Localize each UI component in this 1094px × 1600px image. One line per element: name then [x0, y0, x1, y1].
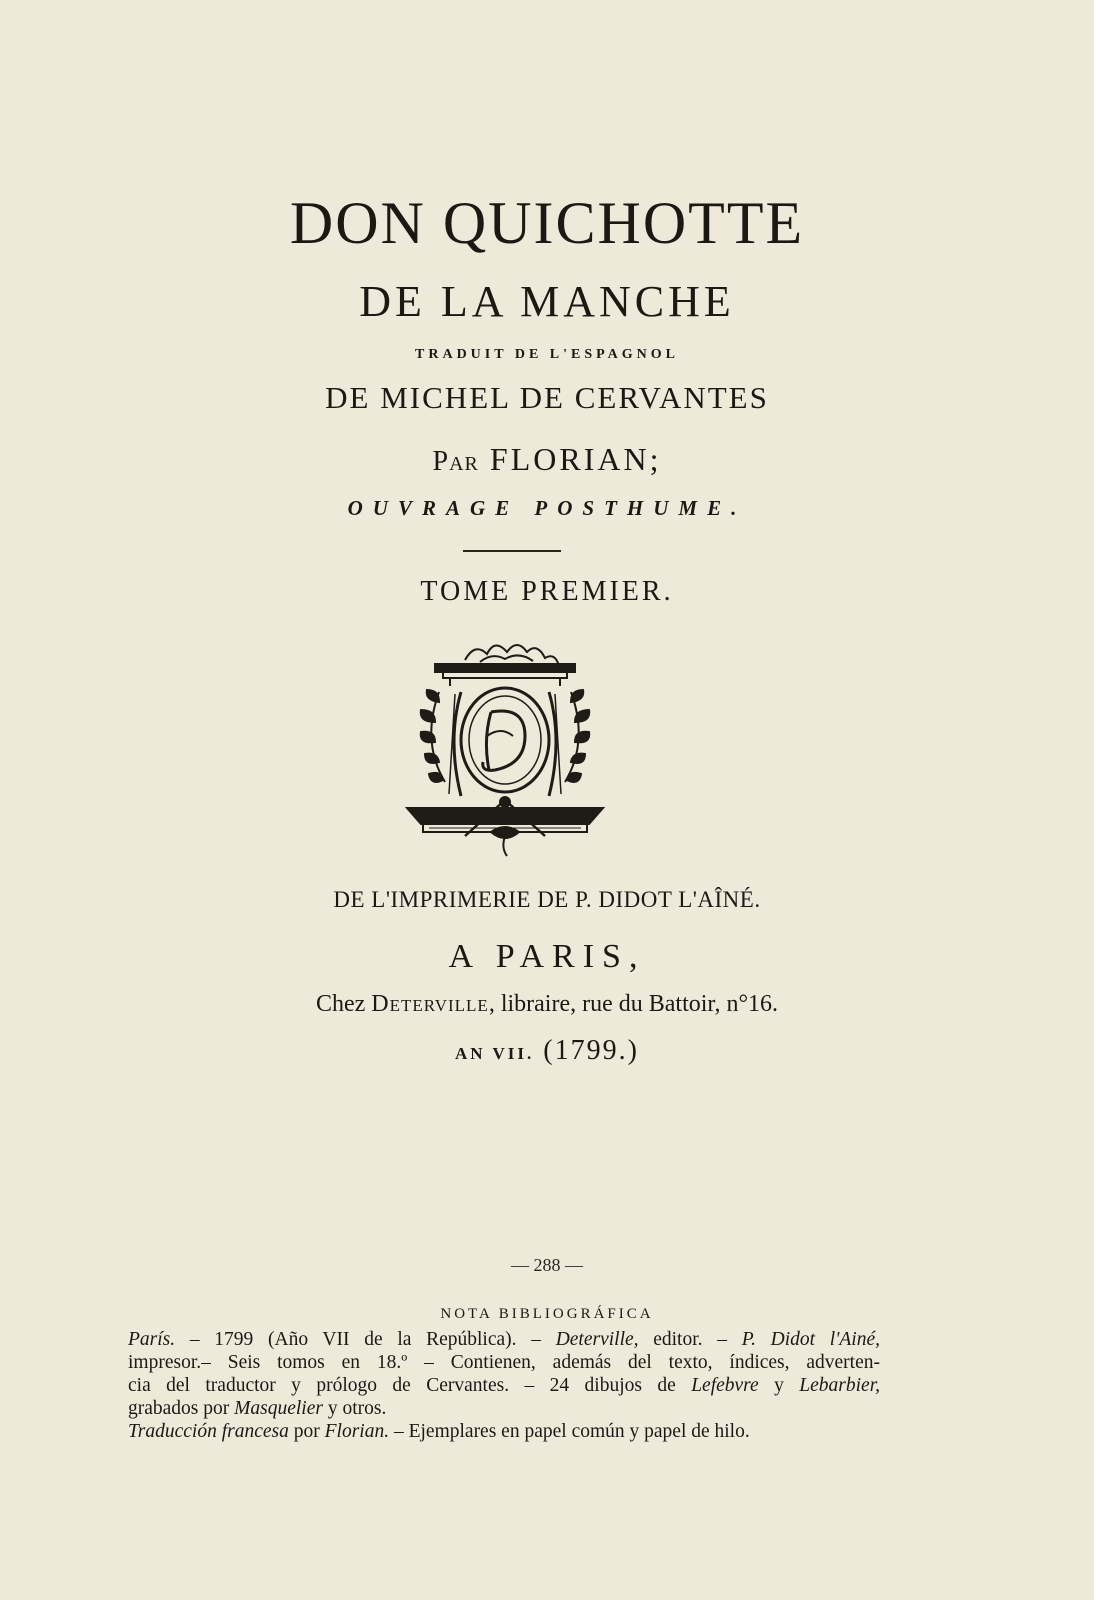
page-number: — 288 —	[511, 1255, 583, 1275]
nota-italic-text: Traducción francesa	[128, 1421, 289, 1442]
by-prefix: Par	[432, 446, 479, 477]
year-line	[0, 1037, 1094, 1065]
printer-emblem-icon	[395, 632, 615, 858]
translator-name: FLORIAN;	[489, 441, 662, 477]
publisher-line	[0, 992, 1094, 1016]
publisher-suffix: , libraire, rue du Battoir, n°16.	[488, 991, 779, 1017]
nota-italic-text: Masquelier	[234, 1398, 323, 1419]
nota-italic-text: Deterville,	[555, 1329, 639, 1350]
nota-line	[128, 1351, 880, 1374]
nota-text: – 1799 (Año VII de la República). –	[175, 1329, 556, 1350]
year-prefix: AN VII.	[455, 1044, 535, 1063]
nota-line	[128, 1420, 880, 1443]
nota-italic-text: P. Didot l'Ainé,	[741, 1329, 880, 1350]
nota-heading: NOTA BIBLIOGRÁFICA	[440, 1306, 654, 1322]
nota-body	[128, 1328, 880, 1443]
publisher-prefix: Chez	[315, 991, 372, 1017]
nota-text: cia del traductor y prólogo de Cervantes. – 24 dibujos de	[128, 1375, 692, 1396]
nota-line	[128, 1397, 880, 1420]
nota-text: impresor.– Seis tomos en 18.º – Contienen, además del texto, índices, adverten-	[128, 1352, 880, 1373]
publisher-name: Deterville	[371, 991, 489, 1017]
title-line-1: DON QUICHOTTE	[289, 190, 805, 256]
nota-text: grabados por	[128, 1398, 235, 1419]
posthumous-line: OUVRAGE POSTHUME.	[347, 496, 747, 520]
volume-line: TOME PREMIER.	[420, 576, 674, 607]
nota-line	[128, 1328, 880, 1351]
nota-text: y otros.	[322, 1398, 387, 1419]
nota-italic-text: París.	[128, 1329, 176, 1350]
divider-rule	[463, 550, 561, 552]
author-line: DE MICHEL DE CERVANTES	[325, 380, 769, 415]
translator-line	[0, 443, 1094, 476]
nota-line	[128, 1374, 880, 1397]
nota-text: por	[288, 1421, 325, 1442]
nota-italic-text: Florian.	[324, 1421, 390, 1442]
nota-text: editor. –	[638, 1329, 742, 1350]
city-line: A PARIS,	[448, 938, 646, 975]
nota-italic-text: Lefebvre	[691, 1375, 759, 1396]
translated-from: TRADUIT DE L'ESPAGNOL	[415, 347, 679, 362]
title-line-2: DE LA MANCHE	[359, 277, 735, 326]
nota-text: – Ejemplares en papel común y papel de hilo.	[389, 1421, 750, 1442]
printer-line: DE L'IMPRIMERIE DE P. DIDOT L'AÎNÉ.	[333, 887, 761, 912]
nota-italic-text: Lebarbier,	[799, 1375, 880, 1396]
nota-text: y	[758, 1375, 800, 1396]
year: (1799.)	[543, 1035, 639, 1066]
